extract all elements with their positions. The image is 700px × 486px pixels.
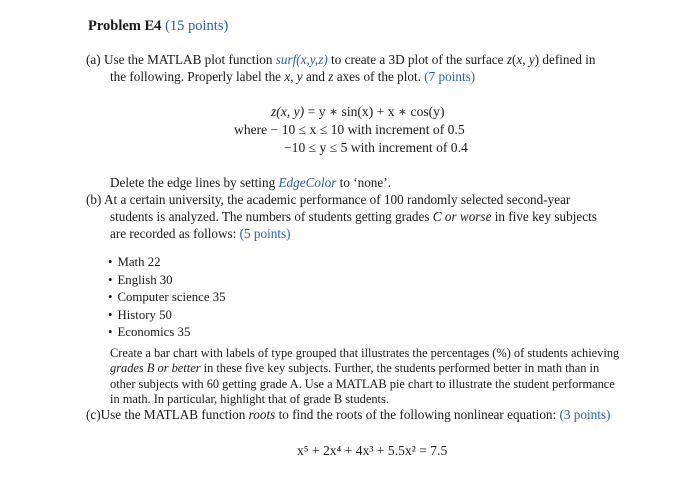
chart-line2: in these five key subjects. Further, the students performed better in math than in (203, 361, 600, 376)
list-item: • Economics 35 (108, 324, 226, 342)
part-c-text1: Use the MATLAB function (100, 407, 246, 422)
x-range (234, 122, 465, 138)
part-a-points: (7 points) (424, 69, 476, 84)
part-b-points: (5 points) (239, 226, 291, 241)
list-item: • Computer science 35 (108, 289, 226, 307)
part-b-text2: students is analyzed. The numbers of students getting grades (110, 209, 430, 224)
delete-text2: to ‘none’. (339, 175, 391, 190)
part-a-intro: (a) Use the MATLAB plot function surf(x,y,z) to create a 3D plot of the surface z(x, y) defined in (86, 52, 596, 67)
part-a-text3: defined in (542, 52, 596, 67)
part-c-points: (3 points) (559, 407, 611, 422)
roots-function: roots (248, 407, 276, 422)
list-item: • English 30 (108, 272, 226, 290)
part-b-text1: At a certain university, the academic performance of 100 randomly selected second-year (103, 192, 571, 207)
chart-line3: other subjects with 60 getting grade A. Use a MATLAB pie chart to illustrate the student performance (110, 376, 615, 391)
part-c-marker: (c) (86, 407, 101, 422)
part-a-line2a: the following. Properly label the (110, 69, 282, 84)
problem-points: (15 points) (165, 18, 229, 34)
part-b-line2 (110, 209, 597, 226)
y-range-text: −10 ≤ y ≤ 5 with increment of 0.4 (284, 140, 468, 155)
where-label: where (234, 122, 268, 137)
part-b-line1 (86, 192, 676, 209)
polynomial-text: x⁵ + 2x⁴ + 4x³ + 5.5x² = 7.5 (297, 443, 448, 458)
part-c-text2: to find the roots of the following nonlinear equation: (278, 407, 557, 422)
y-range (284, 140, 468, 156)
subject-list (108, 254, 226, 342)
equation-rhs: = y ∗ sin(x) + x ∗ cos(y) (307, 104, 445, 119)
part-c-line (86, 407, 676, 424)
problem-title (88, 18, 228, 35)
grade-c-text: C or worse (432, 209, 492, 224)
part-b-marker: (b) (86, 192, 102, 207)
delete-text1: Delete the edge lines by setting (110, 175, 276, 190)
part-a-marker: (a) (86, 52, 101, 67)
equation-lhs: z(x, y) (271, 104, 305, 119)
surf-function: surf(x,y,z) (275, 52, 328, 67)
chart-line4: in math. In particular, highlight that of grade B students. (110, 391, 389, 406)
part-a-text2: to create a 3D plot of the surface (331, 52, 504, 67)
list-item: • Math 22 (108, 254, 226, 272)
x-range-text: − 10 ≤ x ≤ 10 with increment of 0.5 (270, 122, 465, 137)
surface-equation (271, 104, 445, 120)
grade-b-text: grades B or better (110, 361, 201, 376)
part-b-text2b: in five key subjects (494, 209, 597, 224)
part-a-text1: Use the MATLAB plot function (103, 52, 273, 67)
part-a-line2b: axes of the plot. (336, 69, 421, 84)
part-b-line3 (110, 226, 291, 243)
chart-line1: Create a bar chart with labels of type grouped that illustrates the percentages (%) of students achieving (110, 346, 620, 360)
delete-edge-line (110, 175, 391, 192)
edgecolor-property: EdgeColor (278, 175, 337, 190)
part-b-text3: are recorded as follows: (110, 226, 237, 241)
problem-label: Problem E4 (88, 18, 162, 34)
list-item: • History 50 (108, 307, 226, 325)
part-a-line2: the following. Properly label the x, y and z axes of the plot. (7 points) (110, 69, 476, 84)
polynomial-equation (297, 443, 447, 459)
chart-instructions (110, 346, 680, 407)
